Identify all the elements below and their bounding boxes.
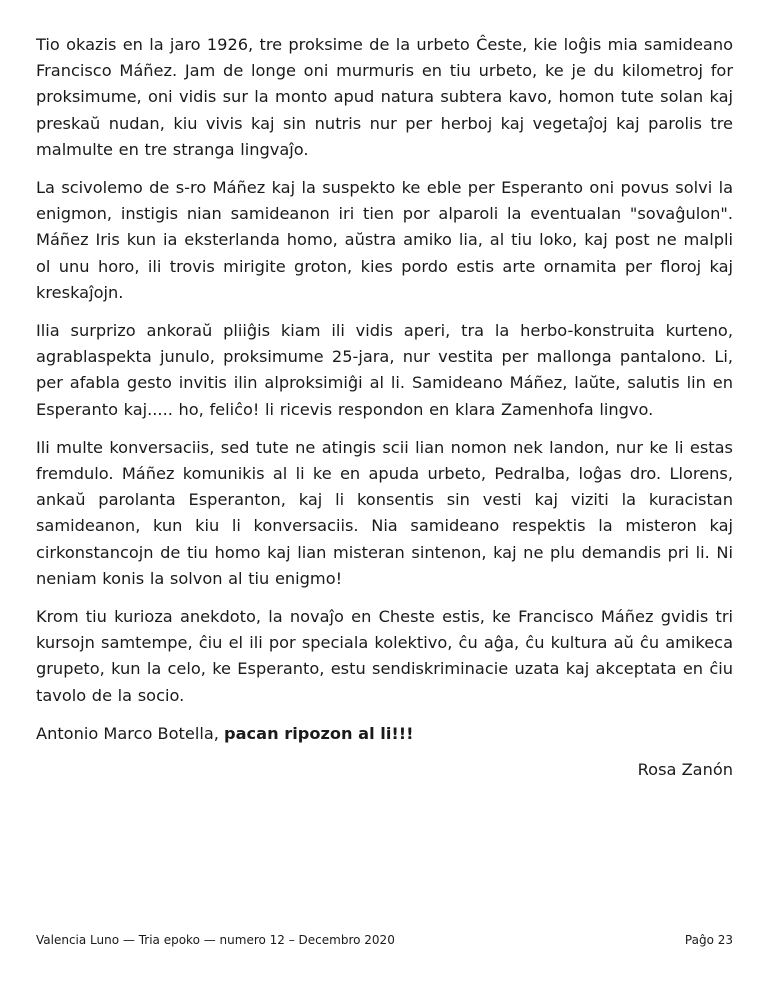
paragraph-5: Krom tiu kurioza anekdoto, la novaĵo en Cheste estis, ke Francisco Máñez gvidis tri kursojn samtempe, ĉiu el ili por speciala kolektivo, ĉu aĝa, ĉu kultura aŭ ĉu amikeca grupeto, kun la celo, ke Esperanto, estu sendiskriminacie uzata kaj akceptata en ĉiu tavolo de la socio. [36,607,733,705]
article-body [36,32,733,783]
signoff-name: Antonio Marco Botella, [36,723,225,743]
paragraph-1: Tio okazis en la jaro 1926, tre proksime de la urbeto Ĉeste, kie loĝis mia samideano Francisco Máñez. Jam de longe oni murmuris en tiu urbeto, ke je du kilometroj for proksimume, oni vidis sur la monto apud natura subtera kavo, homon tute solan kaj preskaŭ nudan, kiu vivis kaj sin nutris nur per herboj kaj vegetaĵoj kaj parolis tre malmulte en tre stranga lingvaĵo. [36,35,733,159]
page-footer [36,932,733,948]
footer-page-number: Paĝo 23 [684,933,733,947]
paragraph-3: Ilia surprizo ankoraŭ pliiĝis kiam ili vidis aperi, tra la herbo-konstruita kurteno, agrablaspekta junulo, proksimume 25-jara, nur vestita per mallonga pantalono. Li, per afabla gesto invitis ilin alproksimiĝi al li. Samideano Máñez, laŭte, salutis lin en Esperanto kaj..... ho, feliĉo! li ricevis respondon en klara Zamenhofa lingvo. [36,321,733,419]
signoff-tribute: pacan ripozon al li!!! [224,723,414,743]
author-name: Rosa Zanón [637,760,733,780]
paragraph-2: La scivolemo de s-ro Máñez kaj la suspekto ke eble per Esperanto oni povus solvi la enigmon, instigis nian samideanon iri tien por alparoli la eventualan "sovaĝulon". Máñez Iris kun ia eksterlanda homo, aŭstra amiko lia, al tiu loko, kaj post ne malpli ol unu horo, ili trovis mirigite groton, kies pordo estis arte ornamita per floroj kaj kreskaĵojn. [36,178,733,302]
paragraph-4: Ili multe konversaciis, sed tute ne atingis scii lian nomon nek landon, nur ke li estas fremdulo. Máñez komunikis al li ke en apuda urbeto, Pedralba, loĝas dro. Llorens, ankaŭ parolanta Esperanton, kaj li konsentis sin vesti kaj viziti la kuracistan samideanon, kun kiu li konversaciis. Nia samideano respektis la misteron kaj cirkonstancojn de tiu homo kaj lian misteran sintenon, kaj ne plu demandis pri li. Ni neniam konis la solvon al tiu enigmo! [36,437,733,588]
footer-publication: Valencia Luno — Tria epoko — numero 12 – Decembro 2020 [36,933,395,947]
signoff [36,721,733,747]
